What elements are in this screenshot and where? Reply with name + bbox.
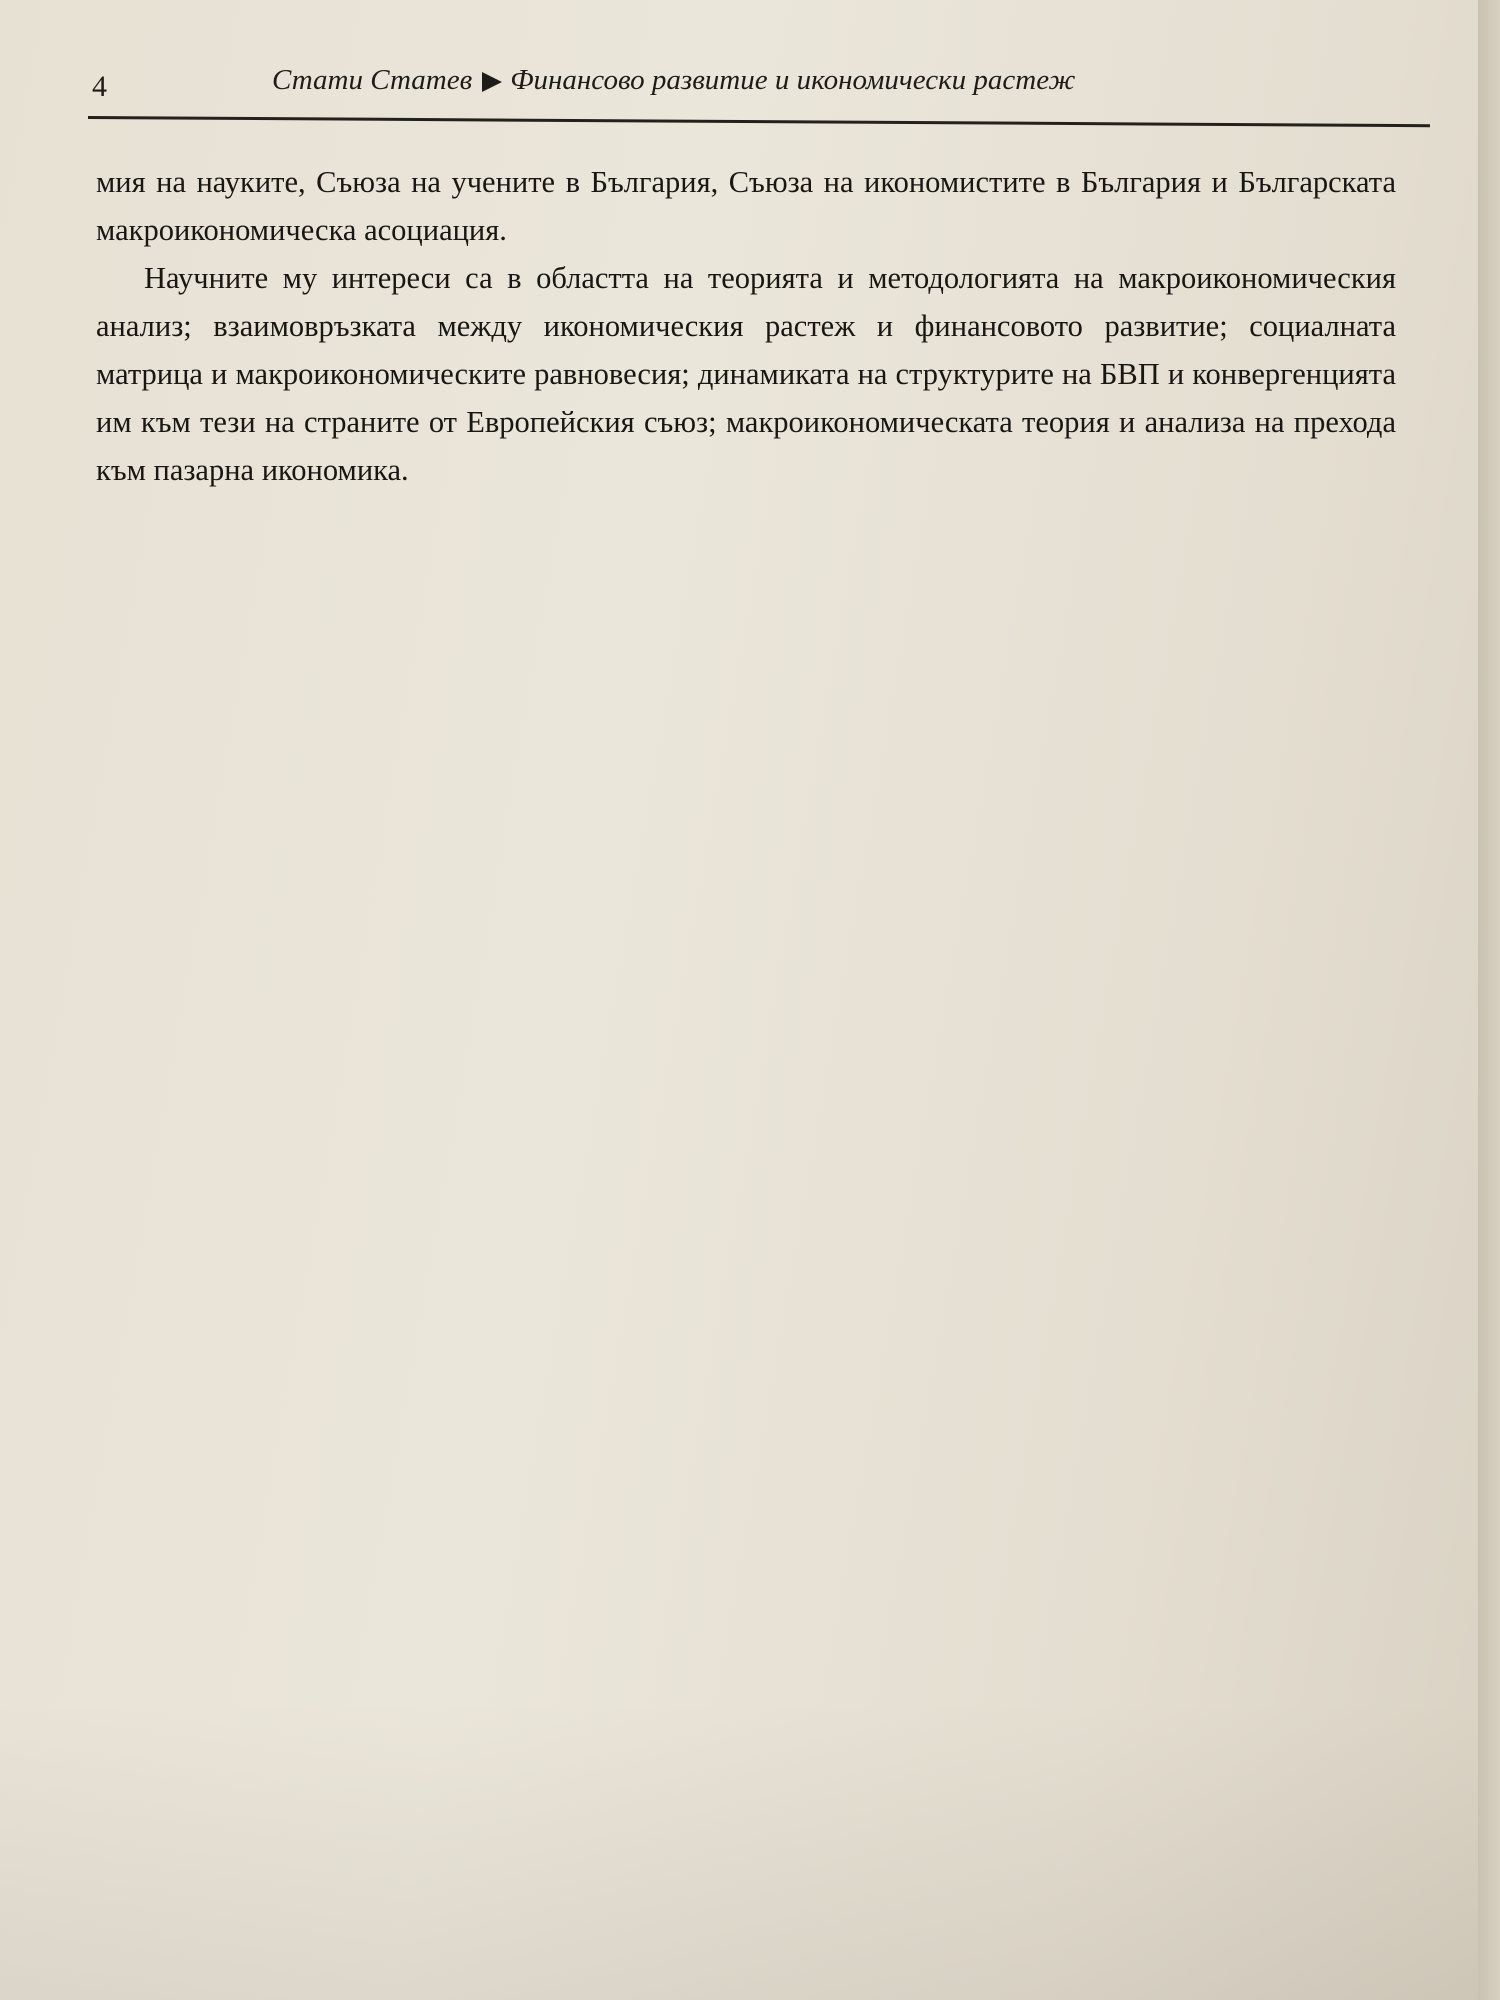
header-rule <box>88 116 1430 127</box>
page-edge <box>1478 0 1500 2000</box>
paragraph-continuation: мия на науките, Съюза на учените в България, Съюза на икономистите в България и Българската макроикономическа асоциация. <box>96 165 1396 247</box>
running-title <box>272 64 1075 97</box>
page-shadow <box>0 1700 1500 2000</box>
body-text <box>96 158 1396 494</box>
book-title: Финансово развитие и икономически растеж <box>510 64 1076 96</box>
paragraph-research-interests: Научните му интереси са в областта на теорията и методологията на макроикономическия анализ; взаимовръзката между икономическия растеж и финансовото развитие; социалната матрица и макроикономическите равновесия; динамиката на структурите на БВП и конвергенцията им към тези на страните от Европейския съюз; макроикономическата теория и анализа на прехода към пазарна икономика. <box>96 261 1396 487</box>
triangle-right-icon <box>482 72 502 92</box>
page-number: 4 <box>92 70 107 103</box>
running-header <box>92 56 1432 116</box>
author-name: Стати Статев <box>272 64 473 96</box>
